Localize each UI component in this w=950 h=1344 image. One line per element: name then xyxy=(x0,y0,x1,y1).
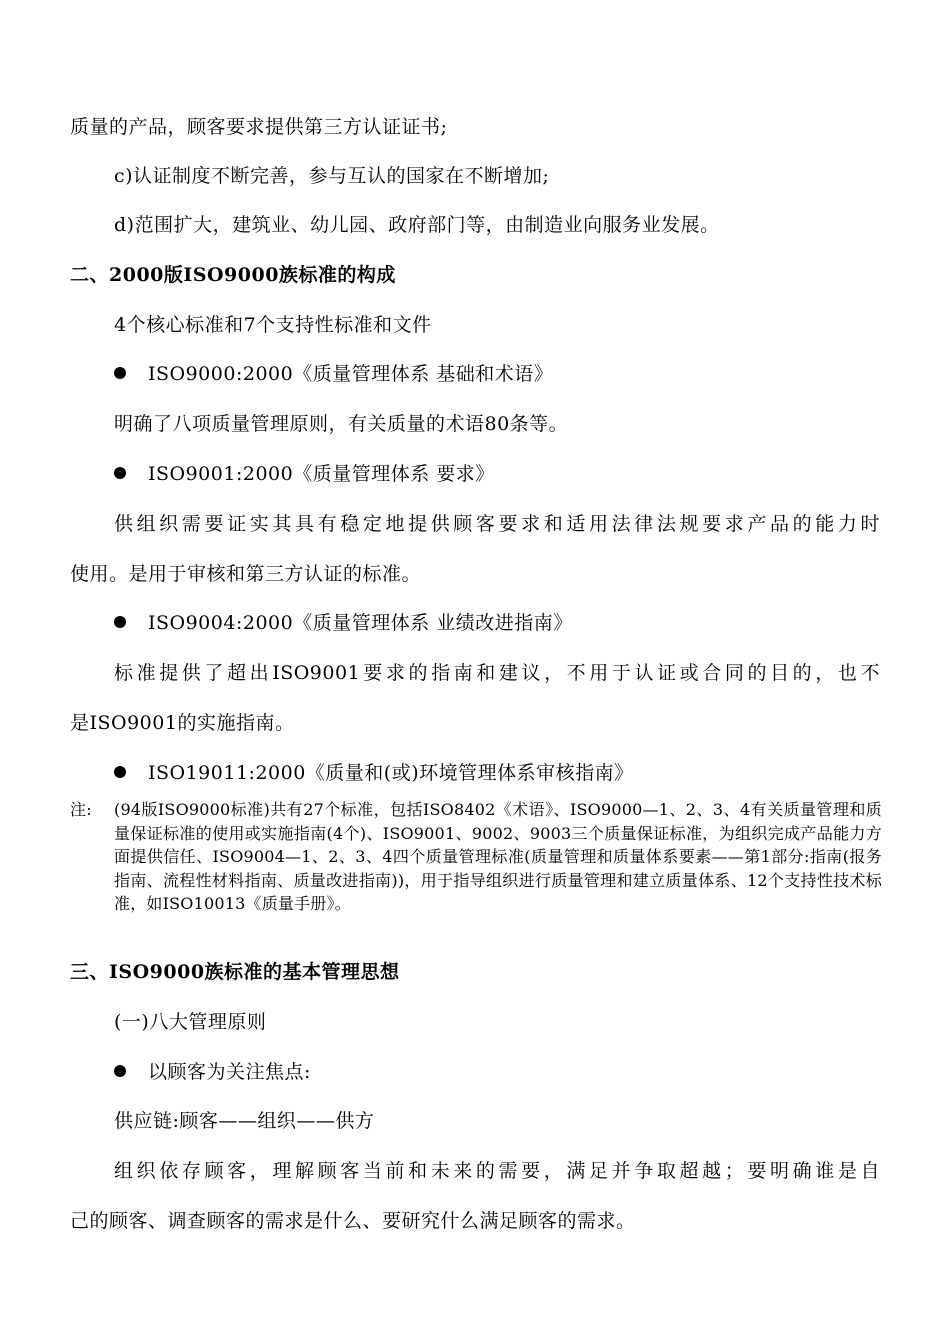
list-item-c: c)认证制度不断完善，参与互认的国家在不断增加; xyxy=(114,165,550,187)
text-line: 4个核心标准和7个支持性标准和文件 xyxy=(114,314,432,336)
paragraph-line: 供组织需要证实其具有稳定地提供顾客要求和适用法律法规要求产品的能力时 xyxy=(114,513,880,535)
note-block xyxy=(70,798,882,916)
note-label: 注: xyxy=(70,800,92,819)
bullet-text: ISO19011:2000《质量和(或)环境管理体系审核指南》 xyxy=(148,762,634,784)
bullet-item-iso19011 xyxy=(114,761,634,785)
text-line: 供应链:顾客——组织——供方 xyxy=(114,1110,375,1132)
bullet-text: ISO9004:2000《质量管理体系 业绩改进指南》 xyxy=(148,612,573,634)
note-text: (94版ISO9000标准)共有27个标准，包括ISO8402《术语》、ISO9000—1、2、3、4有关质量管理和质量保证标准的使用或实施指南(4个)、ISO9001、9002、9003三个质量保证标准，为组织完成产品能力方面提供信任、ISO9004—1、2、3、4四个质量管理标准(质量管理和质量体系要素——第1部分:指南(报务指南、流程性材料指南、质量改进指南))，用于指导组织进行质量管理和建立质量体系、12个支持性技术标准，如ISO10013《质量手册》。 xyxy=(114,800,882,913)
text-line: 质量的产品，顾客要求提供第三方认证证书; xyxy=(70,116,448,138)
bullet-icon xyxy=(114,616,126,628)
bullet-item-customer-focus xyxy=(114,1060,311,1084)
section-heading-2: 二、2000版ISO9000族标准的构成 xyxy=(70,264,396,286)
bullet-item-iso9001 xyxy=(114,462,495,486)
bullet-icon xyxy=(114,367,126,379)
paragraph-line: 标准提供了超出ISO9001要求的指南和建议，不用于认证或合同的目的，也不 xyxy=(114,662,880,684)
bullet-icon xyxy=(114,766,126,778)
bullet-text: 以顾客为关注焦点: xyxy=(148,1061,311,1083)
bullet-icon xyxy=(114,1065,126,1077)
bullet-item-iso9000 xyxy=(114,362,553,386)
paragraph-line: 己的顾客、调查顾客的需求是什么、要研究什么满足顾客的需求。 xyxy=(70,1210,636,1232)
text-line: 明确了八项质量管理原则，有关质量的术语80条等。 xyxy=(114,413,569,435)
bullet-item-iso9004 xyxy=(114,611,573,635)
paragraph-line: 是ISO9001的实施指南。 xyxy=(70,712,295,734)
bullet-text: ISO9000:2000《质量管理体系 基础和术语》 xyxy=(148,363,554,385)
list-item-d: d)范围扩大，建筑业、幼儿园、政府部门等，由制造业向服务业发展。 xyxy=(114,214,720,236)
subsection-heading: (一)八大管理原则 xyxy=(114,1011,267,1033)
bullet-text: ISO9001:2000《质量管理体系 要求》 xyxy=(148,463,495,485)
paragraph-line: 使用。是用于审核和第三方认证的标准。 xyxy=(70,563,422,585)
bullet-icon xyxy=(114,467,126,479)
paragraph-line: 组织依存顾客，理解顾客当前和未来的需要，满足并争取超越；要明确谁是自 xyxy=(114,1160,880,1182)
section-heading-3: 三、ISO9000族标准的基本管理思想 xyxy=(70,961,400,983)
